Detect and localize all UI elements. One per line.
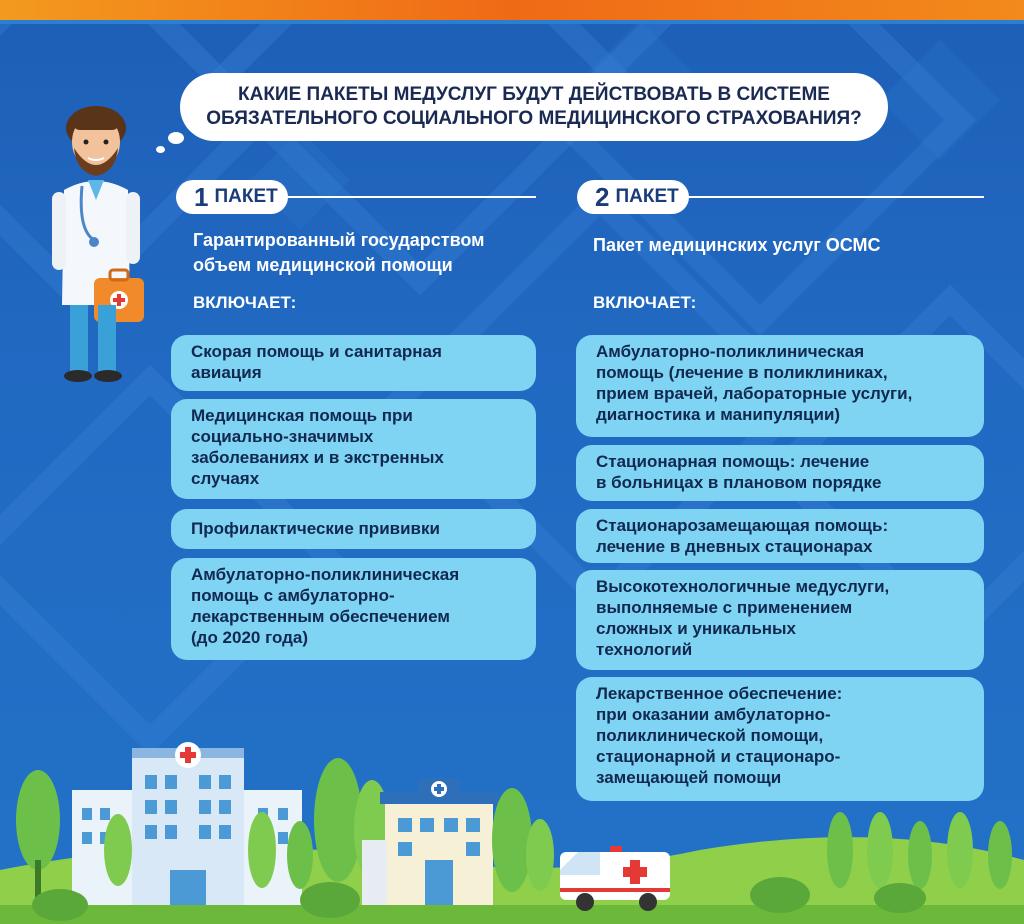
package-2-description: [593, 233, 973, 258]
package-2-desc-line-1: Пакет медицинских услуг ОСМС: [593, 235, 881, 255]
package-1-number: 1: [194, 181, 209, 212]
item-line: Медицинская помощь при: [191, 406, 413, 425]
item-line: помощь с амбулаторно-: [191, 586, 395, 605]
item-line: Амбулаторно-поликлиническая: [596, 342, 865, 361]
item-line: стационарной и стационаро-: [596, 747, 841, 766]
package-2-includes-label: ВКЛЮЧАЕТ:: [593, 293, 697, 312]
item-line: социально-значимых: [191, 427, 374, 446]
city-scene: [0, 700, 1024, 924]
package-2-divider: [687, 196, 984, 198]
package-1-divider: [286, 196, 536, 198]
item-line: прием врачей, лабораторные услуги,: [596, 384, 913, 403]
bubble-tail-dot-small: [156, 146, 165, 153]
top-accent-bar: [0, 0, 1024, 20]
package-2-item: [576, 570, 984, 670]
package-1-includes-label: ВКЛЮЧАЕТ:: [193, 293, 297, 312]
package-2-item: [576, 335, 984, 437]
package-1-item: [171, 558, 536, 660]
package-1-word: ПАКЕТ: [214, 186, 278, 207]
package-1-item: [171, 509, 536, 549]
item-line: лечение в дневных стационарах: [596, 537, 873, 556]
package-1-item: [171, 399, 536, 499]
title-line-2: ОБЯЗАТЕЛЬНОГО СОЦИАЛЬНОГО МЕДИЦИНСКОГО СТРАХОВАНИЯ?: [206, 108, 862, 129]
item-line: замещающей помощи: [596, 768, 782, 787]
bubble-tail-dot: [168, 132, 184, 144]
item-line: Лекарственное обеспечение:: [596, 684, 843, 703]
package-1-desc-line-2: объем медицинской помощи: [193, 255, 453, 275]
package-2-item: [576, 509, 984, 563]
package-1-item: [171, 335, 536, 391]
item-line: лекарственным обеспечением: [191, 607, 450, 626]
title-bubble: [180, 73, 888, 141]
package-1-desc-line-1: Гарантированный государством: [193, 230, 485, 250]
package-2-item: [576, 445, 984, 501]
package-1-tab: [176, 180, 288, 214]
item-line: Высокотехнологичные медуслуги,: [596, 577, 890, 596]
top-accent-stripe: [0, 20, 1024, 24]
clinic-building-icon: [362, 778, 498, 905]
doctor-illustration: [38, 100, 158, 385]
item-line: при оказании амбулаторно-: [596, 705, 831, 724]
package-2-number: 2: [595, 181, 610, 212]
item-line: поликлинической помощи,: [596, 726, 824, 745]
item-line: сложных и уникальных: [596, 619, 797, 638]
item-line: Стационарная помощь: лечение: [596, 452, 870, 471]
package-2-word: ПАКЕТ: [615, 186, 679, 207]
item-line: авиация: [191, 363, 262, 382]
item-line: помощь (лечение в поликлиниках,: [596, 363, 888, 382]
item-line: случаях: [191, 469, 260, 488]
package-2-tab: [577, 180, 689, 214]
item-line: в больницах в плановом порядке: [596, 473, 882, 492]
item-line: заболеваниях и в экстренных: [191, 448, 444, 467]
title-line-1: КАКИЕ ПАКЕТЫ МЕДУСЛУГ БУДУТ ДЕЙСТВОВАТЬ В СИСТЕМЕ: [238, 84, 830, 105]
item-line: Амбулаторно-поликлиническая: [191, 565, 460, 584]
item-line: Скорая помощь и санитарная: [191, 342, 442, 361]
item-line: Профилактические прививки: [191, 519, 440, 538]
item-line: выполняемые с применением: [596, 598, 853, 617]
item-line: (до 2020 года): [191, 628, 309, 647]
item-line: диагностика и манипуляции): [596, 405, 841, 424]
item-line: технологий: [596, 640, 693, 659]
item-line: Стационарозамещающая помощь:: [596, 516, 889, 535]
package-1-description: [193, 228, 533, 278]
